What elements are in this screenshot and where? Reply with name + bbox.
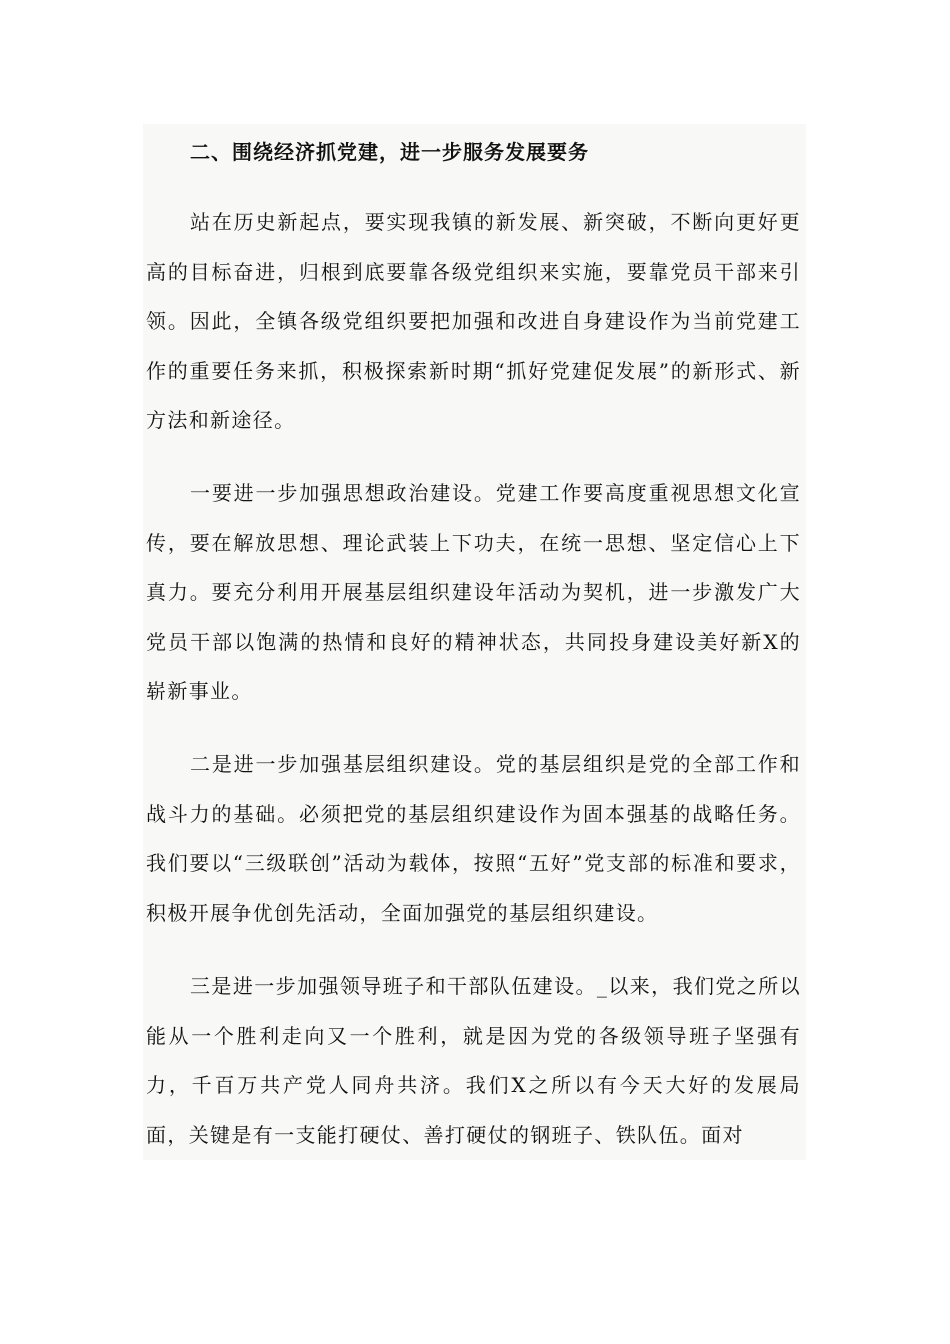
paragraph: 站在历史新起点，要实现我镇的新发展、新突破，不断向更好更高的目标奋进，归根到底要靠各级党组织来实施，要靠党员干部来引领。因此，全镇各级党组织要把加强和改进自身建设作为当前党建工作的重要任务来抓，积极探索新时期“抓好党建促发展”的新形式、新方法和新途径。 [146, 210, 801, 432]
paragraph: 三是进一步加强领导班子和干部队伍建设。_以来，我们党之所以能从一个胜利走向又一个胜利，就是因为党的各级领导班子坚强有力，千百万共产党人同舟共济。我们X之所以有今天大好的发展局面，关键是有一支能打硬仗、善打硬仗的钢班子、铁队伍。面对 [146, 974, 801, 1147]
document-text-block [143, 124, 806, 1160]
paragraph: 二是进一步加强基层组织建设。党的基层组织是党的全部工作和战斗力的基础。必须把党的基层组织建设作为固本强基的战略任务。我们要以“三级联创”活动为载体，按照“五好”党支部的标准和要求，积极开展争优创先活动，全面加强党的基层组织建设。 [146, 752, 801, 925]
section-heading: 二、围绕经济抓党建，进一步服务发展要务 [190, 140, 589, 164]
paragraph: 一要进一步加强思想政治建设。党建工作要高度重视思想文化宣传，要在解放思想、理论武装上下功夫，在统一思想、坚定信心上下真力。要充分利用开展基层组织建设年活动为契机，进一步激发广大党员干部以饱满的热情和良好的精神状态，共同投身建设美好新X的崭新事业。 [146, 481, 801, 703]
